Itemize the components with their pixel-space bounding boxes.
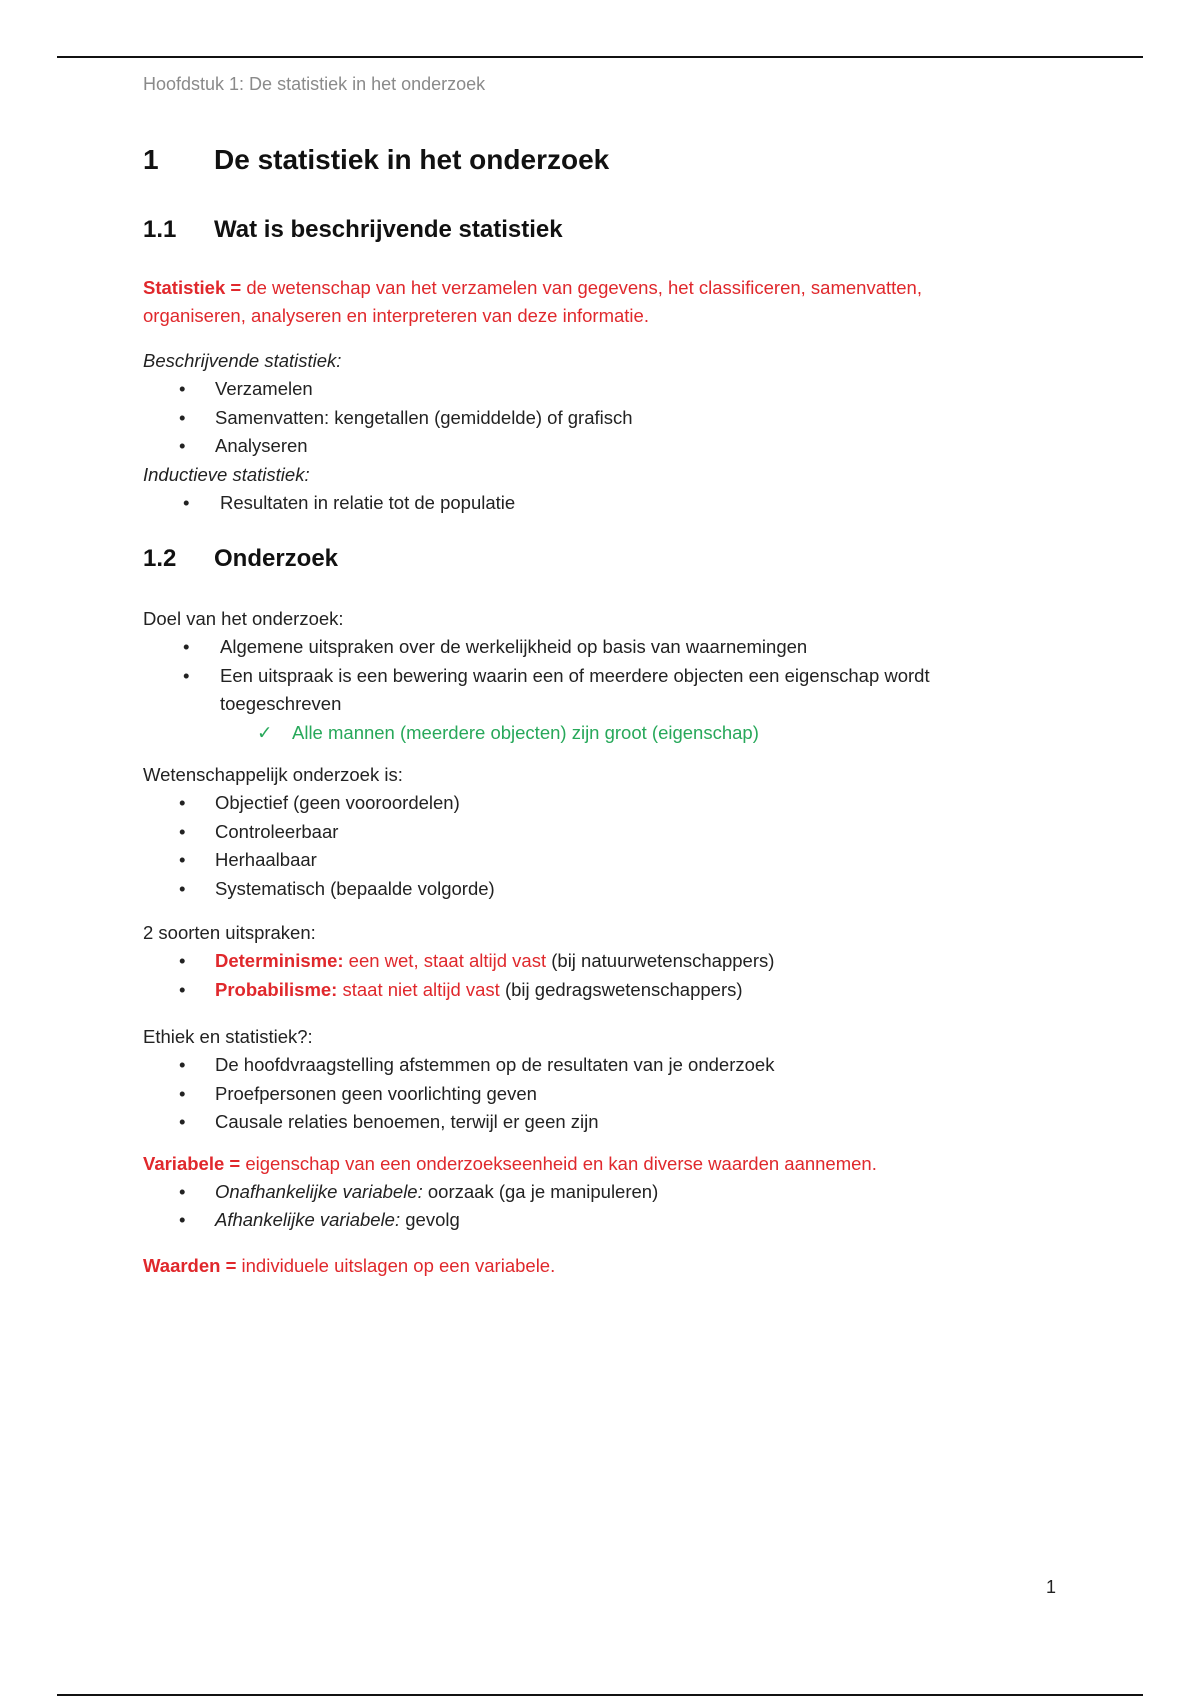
definition-term: Statistiek = [143,277,242,298]
descriptive-heading: Beschrijvende statistiek: [143,350,342,371]
statement-term: Probabilisme: [215,978,338,1000]
section-1-1-heading [143,212,1043,248]
list-item: • Objectief (geen vooroordelen) [143,789,1043,818]
section-title: Onderzoek [214,545,339,572]
definition-text-line1: de wetenschap van het verzamelen van gegevens, het classificeren, samenvatten, [241,277,922,298]
definition-waarden [143,1252,1043,1280]
inductive-list [143,489,1043,518]
page-content [143,140,1043,1280]
goal-list [143,633,1043,719]
definition-term: Waarden = [143,1254,237,1276]
statement-note: (bij gedragswetenschappers) [499,978,743,1000]
list-item: • Systematisch (bepaalde volgorde) [143,875,1043,904]
descriptive-list [143,375,1043,461]
list-item: • Analyseren [143,432,1043,461]
list-item: • Herhaalbaar [143,846,1043,875]
chapter-heading [143,140,1043,180]
list-item [143,1178,1043,1207]
variable-desc: gevolg [400,1209,460,1230]
definition-term: Variabele = [143,1152,241,1174]
variable-desc: oorzaak (ga je manipuleren) [422,1180,659,1202]
definition-text: individuele uitslagen op een variabele. [236,1254,556,1276]
list-item: • Verzamelen [143,375,1043,404]
section-number: 1.2 [143,545,177,572]
list-item: • Resultaten in relatie tot de populatie [143,489,1043,518]
variable-term: Afhankelijke variabele: [215,1209,401,1230]
list-item: • Proefpersonen geen voorlichting geven [143,1080,1043,1109]
ethics-list [143,1051,1043,1137]
chapter-number: 1 [143,144,159,175]
list-item: • Een uitspraak is een bewering waarin een of meerdere objecten een eigenschap wordt toegeschreven [143,662,1043,719]
chapter-title: De statistiek in het onderzoek [214,144,610,175]
definition-statistiek [143,274,1043,330]
ethics-heading: Ethiek en statistiek?: [143,1026,313,1047]
goal-example-list [143,719,1043,748]
list-item [143,947,1043,976]
section-1-2-heading [143,541,1043,577]
definition-text: eigenschap van een onderzoekseenheid en kan diverse waarden aannemen. [240,1152,877,1174]
statements-list [143,947,1043,1004]
statement-desc: een wet, staat altijd vast [343,950,547,971]
list-item: • Algemene uitspraken over de werkelijkheid op basis van waarnemingen [143,633,1043,662]
variable-term: Onafhankelijke variabele: [215,1180,423,1202]
goal-heading: Doel van het onderzoek: [143,608,344,629]
section-title: Wat is beschrijvende statistiek [214,216,563,243]
running-header: Hoofdstuk 1: De statistiek in het onderzoek [143,74,486,94]
statements-heading: 2 soorten uitspraken: [143,922,316,943]
definition-variabele [143,1150,1043,1178]
definition-text-line2: organiseren, analyseren en interpreteren van deze informatie. [143,305,649,326]
top-rule [57,56,1143,58]
list-item: • Causale relaties benoemen, terwijl er geen zijn [143,1108,1043,1137]
page-number: 1 [1046,1577,1057,1597]
list-item: • Samenvatten: kengetallen (gemiddelde) of grafisch [143,404,1043,433]
science-heading: Wetenschappelijk onderzoek is: [143,764,403,785]
bottom-rule [57,1694,1143,1696]
list-item [143,1206,1043,1235]
section-number: 1.1 [143,216,177,243]
check-item: ✓ Alle mannen (meerdere objecten) zijn groot (eigenschap) [143,719,1043,748]
science-list [143,789,1043,903]
statement-note: (bij natuurwetenschappers) [546,950,775,971]
list-item: • De hoofdvraagstelling afstemmen op de resultaten van je onderzoek [143,1051,1043,1080]
list-item [143,976,1043,1005]
statement-term: Determinisme: [215,950,344,971]
inductive-heading: Inductieve statistiek: [143,463,310,485]
list-item: • Controleerbaar [143,818,1043,847]
variable-list [143,1178,1043,1235]
statement-desc: staat niet altijd vast [337,978,500,1000]
